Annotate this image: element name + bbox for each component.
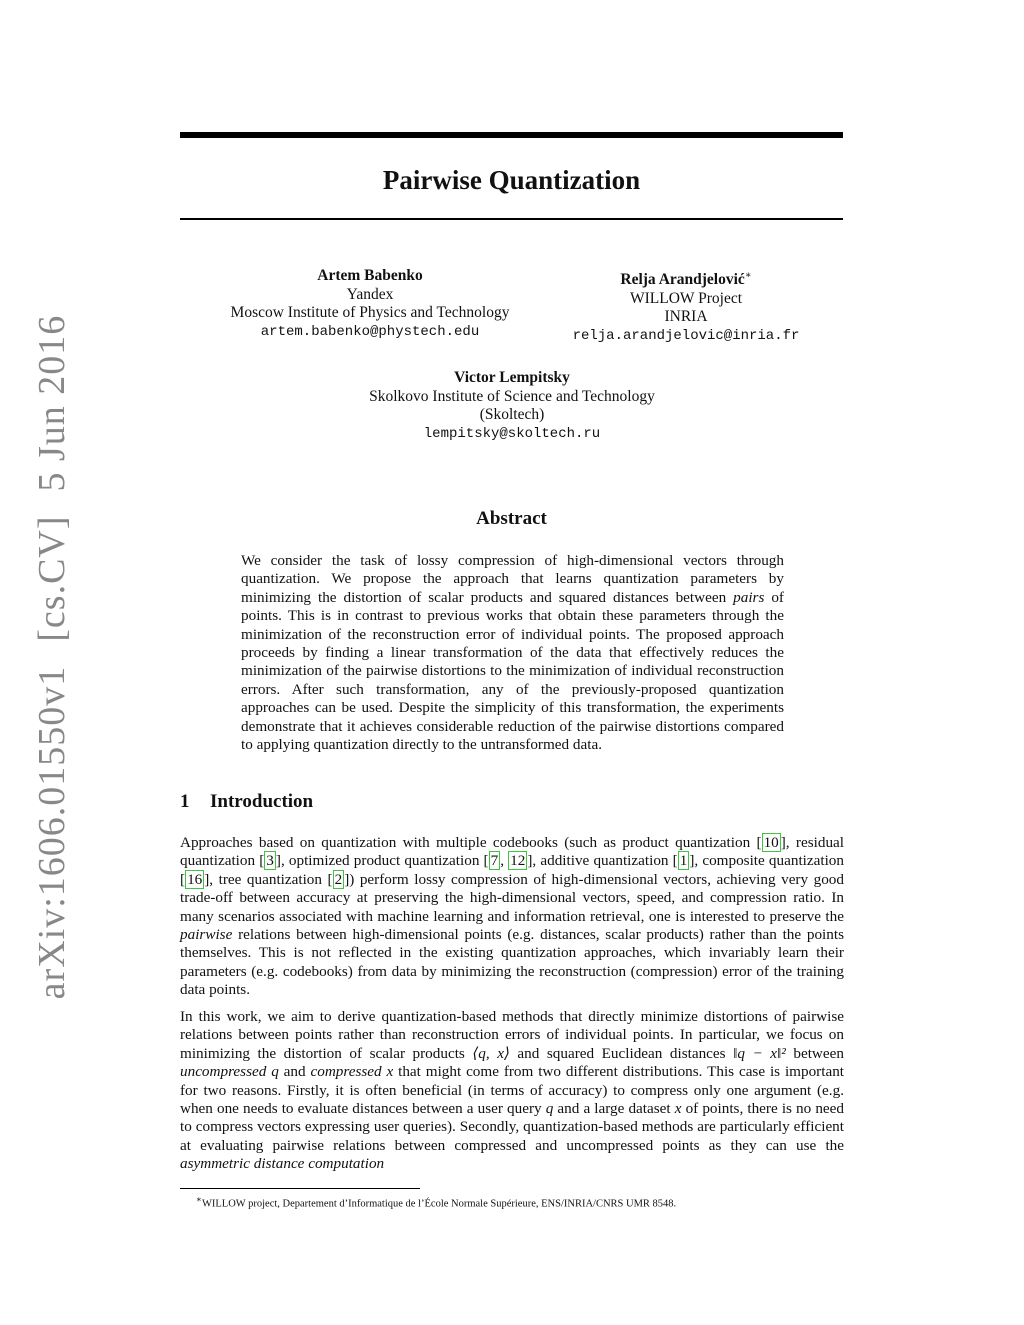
- text: In this work, we aim to derive quantization-based methods that directly minimize distortions of pairwise relations between points rather than reconstruction errors of individual points. In particular, we focus on minimizing the distortion of scalar products: [180, 1008, 844, 1062]
- author-affiliation: Skolkovo Institute of Science and Technology: [369, 387, 655, 405]
- text: Approaches based on quantization with multiple codebooks (such as product quantization [: [180, 834, 762, 851]
- title-top-rule: [180, 132, 843, 138]
- text: of points, there is no need to compress vectors expressing user queries). Secondly, quantization-based methods are particularly efficient at evaluating pairwise relations between compressed and uncompressed points as they can use the: [180, 1100, 845, 1154]
- math-inline: q: [545, 1100, 554, 1118]
- author-name: Victor Lempitsky: [454, 369, 570, 386]
- abstract-part: We consider the task of lossy compression of high-dimensional vectors through quantization. We propose the approach that learns quantization parameters by minimizing the distortion of scalar products and squared distances between: [241, 552, 784, 606]
- footnote-mark[interactable]: ∗: [744, 270, 752, 281]
- math-inline: x: [674, 1100, 682, 1118]
- section-title: Introduction: [210, 791, 314, 812]
- text: that might come from two different distributions. This case is important for two reasons. Firstly, it is often beneficial (in terms of accuracy) to compress only one argument (e.g. when one needs to evaluate distances between a user query: [180, 1063, 845, 1118]
- arxiv-side-label: [30, 291, 74, 1000]
- text: and: [283, 1063, 311, 1081]
- citation-link[interactable]: 12: [510, 852, 526, 870]
- text: and a large dataset: [553, 1100, 675, 1118]
- citation-link[interactable]: 2: [334, 870, 343, 888]
- section-number: 1: [180, 791, 190, 812]
- citation-link[interactable]: 10: [763, 834, 779, 851]
- arxiv-category: [cs.CV]: [31, 515, 73, 642]
- abstract-text: [241, 552, 784, 754]
- text: ], optimized product quantization [: [275, 852, 489, 870]
- author-email[interactable]: artem.babenko@phystech.edu: [260, 323, 480, 340]
- footnote: [196, 1192, 836, 1212]
- section-heading: [180, 790, 313, 814]
- author-email[interactable]: relja.arandjelovic@inria.fr: [572, 327, 800, 344]
- emphasis: asymmetric distance computation: [180, 1155, 385, 1173]
- author-affiliation: INRIA: [664, 308, 708, 326]
- math-inline: ‖q − x‖²: [733, 1044, 786, 1062]
- text: relations between high-dimensional points (e.g. distances, scalar products) rather than the points themselves. This is not reflected in the existing quantization approaches, which invariably learn their parameters (e.g. codebooks) from data by minimizing the reconstruction (compression) error of the training data points.: [180, 926, 844, 999]
- abstract-part: of points. This is in contrast to previous works that obtain these parameters through the minimization of the reconstruction error of individual points. The proposed approach proceeds by finding a linear transformation of the data that effectively reduces the minimization of the pairwise distortions to the minimization of individual reconstruction errors. After such transformation, any of the previously-proposed quantization approaches can be used. Despite the simplicity of this transformation, the experiments demonstrate that it achieves considerable reduction of the pairwise distortions compared to applying quantization directly to the untransformed data.: [241, 588, 784, 754]
- emphasis: pairwise: [180, 926, 233, 944]
- arxiv-id: arXiv:1606.01550v1: [31, 665, 73, 1000]
- text: ]) perform lossy compression of high-dimensional vectors, achieving very good trade-off between accuracy at preserving the high-dimensional vectors, speed, and compression ratio. In many scenarios associated with machine learning and information retrieval, one is interested to preserve the: [180, 870, 844, 925]
- text: ], additive quantization [: [527, 852, 678, 870]
- text: ], residual quantization [: [180, 834, 845, 870]
- text: and squared Euclidean distances: [509, 1044, 734, 1062]
- author-email[interactable]: lempitsky@skoltech.ru: [423, 425, 601, 442]
- intro-paragraph-1: [180, 834, 844, 1000]
- author-block-1: [190, 267, 550, 341]
- author-affiliation: Yandex: [346, 285, 394, 303]
- footnote-rule: [180, 1188, 420, 1189]
- text: ,: [500, 852, 509, 870]
- author-affiliation: Moscow Institute of Physics and Technology: [230, 304, 510, 321]
- author-name: Relja Arandjelović: [620, 271, 745, 289]
- author-name-row: [526, 267, 846, 290]
- author-block-2: [526, 267, 846, 345]
- text: ], composite quantization [: [180, 852, 844, 888]
- footnote-mark: ∗: [196, 1194, 202, 1204]
- citation-link[interactable]: 1: [679, 852, 688, 870]
- author-affiliation: WILLOW Project: [629, 289, 743, 307]
- title-bottom-rule: [180, 218, 843, 220]
- arxiv-date: 5 Jun 2016: [31, 314, 73, 492]
- author-affiliation: (Skoltech): [479, 406, 545, 423]
- emphasis: compressed: [310, 1063, 382, 1081]
- intro-paragraph-2: [180, 1008, 844, 1174]
- citation-link[interactable]: 7: [490, 852, 499, 870]
- text: between: [785, 1044, 844, 1062]
- math-inline: ⟨q, x⟩: [472, 1044, 510, 1062]
- abstract-emphasis: pairs: [733, 588, 765, 606]
- text: ], tree quantization [: [204, 870, 333, 888]
- author-name: Artem Babenko: [317, 267, 423, 284]
- footnote-text: WILLOW project, Departement d’Informatique de l’École Normale Supérieure, ENS/INRIA/CNRS UMR 8548.: [201, 1198, 677, 1210]
- abstract-heading: Abstract: [476, 508, 547, 529]
- emphasis: uncompressed: [180, 1063, 267, 1081]
- author-block-3: [212, 369, 812, 443]
- paper-title: Pairwise Quantization: [382, 165, 641, 195]
- citation-link[interactable]: 3: [266, 852, 274, 870]
- citation-link[interactable]: 16: [187, 870, 203, 888]
- math-inline: x: [381, 1063, 399, 1081]
- math-inline: q: [266, 1063, 284, 1081]
